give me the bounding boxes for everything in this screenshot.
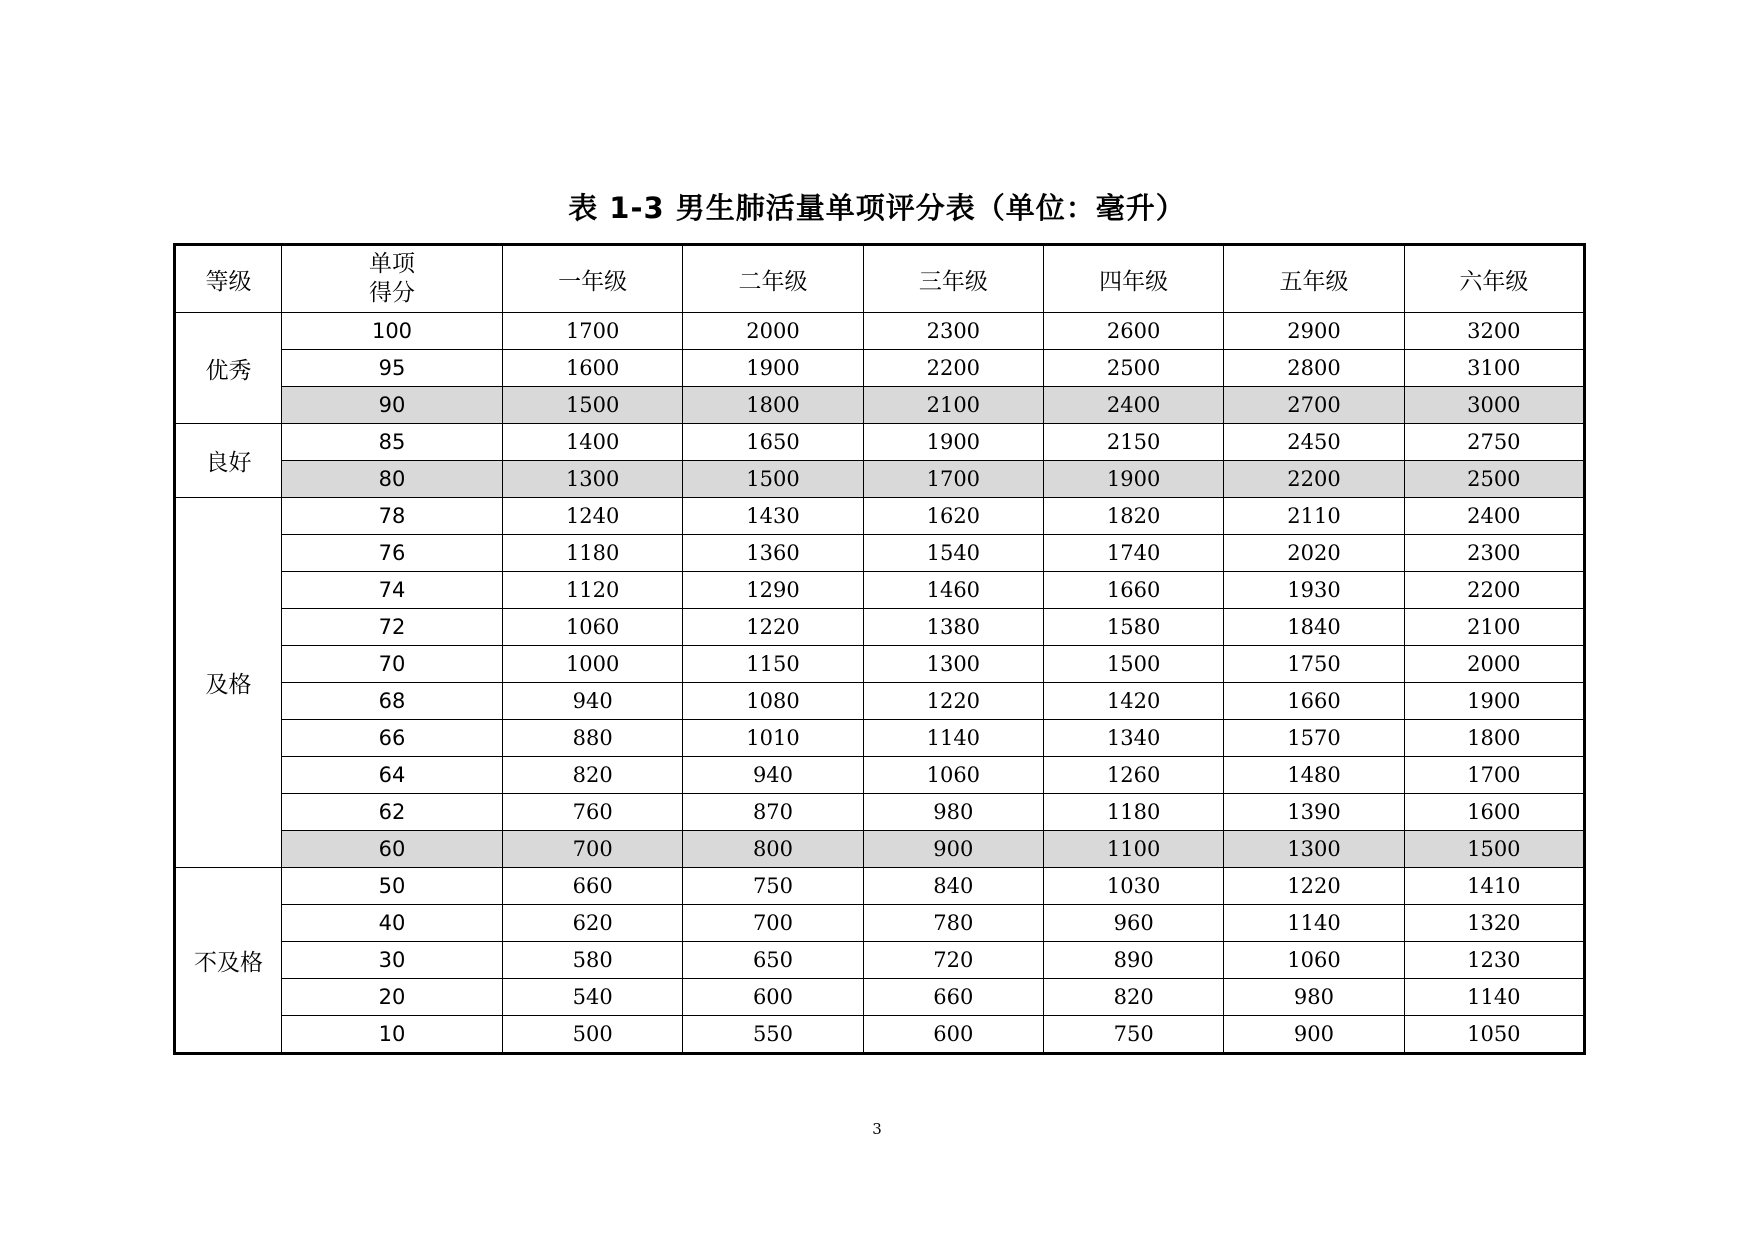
value-cell-year-5: 1750 [1224, 646, 1404, 683]
score-cell: 85 [282, 424, 503, 461]
value-cell-year-2: 650 [683, 942, 863, 979]
value-cell-year-1: 820 [503, 757, 683, 794]
score-cell: 40 [282, 905, 503, 942]
value-cell-year-6: 1410 [1404, 868, 1584, 905]
value-cell-year-1: 1700 [503, 313, 683, 350]
value-cell-year-3: 1140 [863, 720, 1043, 757]
value-cell-year-2: 1010 [683, 720, 863, 757]
value-cell-year-5: 1060 [1224, 942, 1404, 979]
value-cell-year-1: 660 [503, 868, 683, 905]
table-row [175, 905, 1585, 942]
score-cell: 66 [282, 720, 503, 757]
value-cell-year-3: 720 [863, 942, 1043, 979]
value-cell-year-4: 1340 [1043, 720, 1223, 757]
value-cell-year-5: 1140 [1224, 905, 1404, 942]
value-cell-year-6: 3100 [1404, 350, 1584, 387]
value-cell-year-5: 1390 [1224, 794, 1404, 831]
score-table [173, 243, 1586, 1055]
value-cell-year-1: 760 [503, 794, 683, 831]
value-cell-year-3: 660 [863, 979, 1043, 1016]
value-cell-year-2: 1900 [683, 350, 863, 387]
table-row [175, 720, 1585, 757]
score-cell: 62 [282, 794, 503, 831]
value-cell-year-3: 2200 [863, 350, 1043, 387]
value-cell-year-4: 1660 [1043, 572, 1223, 609]
value-cell-year-4: 2500 [1043, 350, 1223, 387]
value-cell-year-6: 2400 [1404, 498, 1584, 535]
value-cell-year-4: 1500 [1043, 646, 1223, 683]
value-cell-year-6: 1600 [1404, 794, 1584, 831]
score-cell: 68 [282, 683, 503, 720]
value-cell-year-4: 1100 [1043, 831, 1223, 868]
table-row [175, 461, 1585, 498]
table-row [175, 572, 1585, 609]
value-cell-year-6: 2750 [1404, 424, 1584, 461]
value-cell-year-5: 980 [1224, 979, 1404, 1016]
value-cell-year-5: 2800 [1224, 350, 1404, 387]
value-cell-year-5: 900 [1224, 1016, 1404, 1054]
value-cell-year-4: 960 [1043, 905, 1223, 942]
score-cell: 50 [282, 868, 503, 905]
value-cell-year-1: 1300 [503, 461, 683, 498]
value-cell-year-6: 1140 [1404, 979, 1584, 1016]
value-cell-year-6: 2100 [1404, 609, 1584, 646]
value-cell-year-6: 2200 [1404, 572, 1584, 609]
score-cell: 72 [282, 609, 503, 646]
value-cell-year-6: 1700 [1404, 757, 1584, 794]
value-cell-year-5: 1570 [1224, 720, 1404, 757]
score-cell: 90 [282, 387, 503, 424]
value-cell-year-4: 1580 [1043, 609, 1223, 646]
score-cell: 30 [282, 942, 503, 979]
value-cell-year-6: 1900 [1404, 683, 1584, 720]
value-cell-year-4: 1260 [1043, 757, 1223, 794]
grade-cell: 及格 [175, 498, 282, 868]
value-cell-year-3: 780 [863, 905, 1043, 942]
value-cell-year-4: 1420 [1043, 683, 1223, 720]
value-cell-year-2: 600 [683, 979, 863, 1016]
table-row [175, 868, 1585, 905]
value-cell-year-3: 1620 [863, 498, 1043, 535]
value-cell-year-1: 880 [503, 720, 683, 757]
value-cell-year-5: 1660 [1224, 683, 1404, 720]
score-cell: 80 [282, 461, 503, 498]
value-cell-year-1: 1120 [503, 572, 683, 609]
value-cell-year-4: 890 [1043, 942, 1223, 979]
value-cell-year-5: 2700 [1224, 387, 1404, 424]
value-cell-year-3: 1380 [863, 609, 1043, 646]
value-cell-year-2: 1360 [683, 535, 863, 572]
value-cell-year-1: 700 [503, 831, 683, 868]
table-row [175, 1016, 1585, 1054]
value-cell-year-2: 750 [683, 868, 863, 905]
value-cell-year-3: 840 [863, 868, 1043, 905]
header-score-line2: 得分 [369, 280, 415, 306]
header-year-6: 六年级 [1404, 245, 1584, 313]
value-cell-year-5: 1480 [1224, 757, 1404, 794]
value-cell-year-4: 2150 [1043, 424, 1223, 461]
value-cell-year-3: 600 [863, 1016, 1043, 1054]
value-cell-year-3: 980 [863, 794, 1043, 831]
table-row [175, 609, 1585, 646]
value-cell-year-1: 1000 [503, 646, 683, 683]
header-year-5: 五年级 [1224, 245, 1404, 313]
table-title: 表 1-3 男生肺活量单项评分表（单位：毫升） [568, 191, 1186, 225]
value-cell-year-1: 1180 [503, 535, 683, 572]
value-cell-year-3: 900 [863, 831, 1043, 868]
value-cell-year-6: 1800 [1404, 720, 1584, 757]
score-cell: 60 [282, 831, 503, 868]
table-body [175, 313, 1585, 1054]
value-cell-year-2: 700 [683, 905, 863, 942]
table-row [175, 646, 1585, 683]
value-cell-year-4: 1900 [1043, 461, 1223, 498]
value-cell-year-4: 1820 [1043, 498, 1223, 535]
header-year-3: 三年级 [863, 245, 1043, 313]
value-cell-year-2: 1150 [683, 646, 863, 683]
value-cell-year-4: 1740 [1043, 535, 1223, 572]
table-row [175, 831, 1585, 868]
value-cell-year-1: 580 [503, 942, 683, 979]
table-row [175, 313, 1585, 350]
table-row [175, 757, 1585, 794]
value-cell-year-1: 940 [503, 683, 683, 720]
score-cell: 64 [282, 757, 503, 794]
value-cell-year-4: 1180 [1043, 794, 1223, 831]
value-cell-year-5: 2020 [1224, 535, 1404, 572]
value-cell-year-1: 620 [503, 905, 683, 942]
header-score [282, 245, 503, 313]
value-cell-year-3: 2100 [863, 387, 1043, 424]
value-cell-year-6: 3000 [1404, 387, 1584, 424]
header-score-line1: 单项 [369, 251, 415, 278]
value-cell-year-2: 1430 [683, 498, 863, 535]
value-cell-year-3: 1220 [863, 683, 1043, 720]
table-row [175, 942, 1585, 979]
value-cell-year-1: 500 [503, 1016, 683, 1054]
value-cell-year-5: 1220 [1224, 868, 1404, 905]
value-cell-year-1: 1240 [503, 498, 683, 535]
score-cell: 20 [282, 979, 503, 1016]
score-cell: 100 [282, 313, 503, 350]
value-cell-year-6: 2000 [1404, 646, 1584, 683]
value-cell-year-3: 1700 [863, 461, 1043, 498]
value-cell-year-1: 1400 [503, 424, 683, 461]
value-cell-year-3: 1460 [863, 572, 1043, 609]
table-row [175, 424, 1585, 461]
table-row [175, 794, 1585, 831]
grade-cell: 良好 [175, 424, 282, 498]
value-cell-year-6: 2300 [1404, 535, 1584, 572]
value-cell-year-5: 1930 [1224, 572, 1404, 609]
value-cell-year-1: 1500 [503, 387, 683, 424]
value-cell-year-1: 1060 [503, 609, 683, 646]
page-number: 3 [872, 1120, 882, 1138]
value-cell-year-6: 2500 [1404, 461, 1584, 498]
value-cell-year-2: 870 [683, 794, 863, 831]
table-row [175, 535, 1585, 572]
value-cell-year-6: 1320 [1404, 905, 1584, 942]
value-cell-year-1: 1600 [503, 350, 683, 387]
value-cell-year-5: 2900 [1224, 313, 1404, 350]
value-cell-year-5: 1300 [1224, 831, 1404, 868]
value-cell-year-3: 1540 [863, 535, 1043, 572]
value-cell-year-4: 2600 [1043, 313, 1223, 350]
value-cell-year-2: 1800 [683, 387, 863, 424]
value-cell-year-5: 2450 [1224, 424, 1404, 461]
table-row [175, 498, 1585, 535]
table-row [175, 350, 1585, 387]
value-cell-year-6: 1500 [1404, 831, 1584, 868]
score-cell: 95 [282, 350, 503, 387]
table-row [175, 683, 1585, 720]
score-cell: 78 [282, 498, 503, 535]
header-year-4: 四年级 [1043, 245, 1223, 313]
value-cell-year-4: 2400 [1043, 387, 1223, 424]
value-cell-year-2: 1080 [683, 683, 863, 720]
value-cell-year-2: 550 [683, 1016, 863, 1054]
value-cell-year-2: 1500 [683, 461, 863, 498]
header-grade: 等级 [175, 245, 282, 313]
value-cell-year-4: 1030 [1043, 868, 1223, 905]
grade-cell: 不及格 [175, 868, 282, 1054]
grade-cell: 优秀 [175, 313, 282, 424]
table-header-row [175, 245, 1585, 313]
header-year-1: 一年级 [503, 245, 683, 313]
value-cell-year-2: 940 [683, 757, 863, 794]
value-cell-year-6: 1050 [1404, 1016, 1584, 1054]
score-cell: 76 [282, 535, 503, 572]
value-cell-year-2: 1650 [683, 424, 863, 461]
value-cell-year-2: 1220 [683, 609, 863, 646]
value-cell-year-2: 2000 [683, 313, 863, 350]
value-cell-year-5: 2200 [1224, 461, 1404, 498]
score-cell: 70 [282, 646, 503, 683]
value-cell-year-3: 1900 [863, 424, 1043, 461]
value-cell-year-6: 3200 [1404, 313, 1584, 350]
value-cell-year-6: 1230 [1404, 942, 1584, 979]
value-cell-year-4: 750 [1043, 1016, 1223, 1054]
value-cell-year-5: 1840 [1224, 609, 1404, 646]
value-cell-year-2: 1290 [683, 572, 863, 609]
value-cell-year-3: 1060 [863, 757, 1043, 794]
value-cell-year-4: 820 [1043, 979, 1223, 1016]
value-cell-year-5: 2110 [1224, 498, 1404, 535]
table-row [175, 979, 1585, 1016]
table-row [175, 387, 1585, 424]
value-cell-year-3: 1300 [863, 646, 1043, 683]
header-year-2: 二年级 [683, 245, 863, 313]
value-cell-year-2: 800 [683, 831, 863, 868]
value-cell-year-3: 2300 [863, 313, 1043, 350]
value-cell-year-1: 540 [503, 979, 683, 1016]
score-cell: 10 [282, 1016, 503, 1054]
score-cell: 74 [282, 572, 503, 609]
